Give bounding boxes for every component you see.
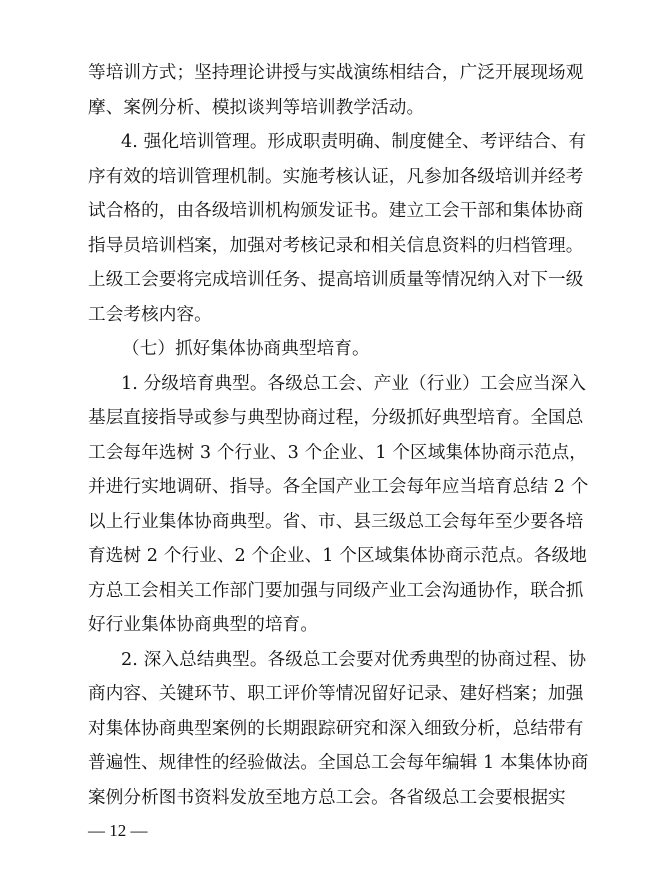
text-line: 摩、案例分析、模拟谈判等培训教学活动。 xyxy=(88,97,425,118)
paragraph-start-line: 1. 分级培育典型。各级总工会、产业（行业）工会应当深入 xyxy=(121,373,587,394)
text-line: 方总工会相关工作部门要加强与同级产业工会沟通协作，联合抓 xyxy=(88,580,584,601)
text-line: 试合格的，由各级培训机构颁发证书。建立工会干部和集体协商 xyxy=(88,201,584,221)
text-line: 对集体协商典型案例的长期跟踪研究和深入细致分析，总结带有 xyxy=(88,718,584,739)
text-line: 育选树 2 个行业、2 个企业、1 个区域集体协商示范点。各级地 xyxy=(88,546,587,566)
text-line: 商内容、关键环节、职工评价等情况留好记录、建好档案；加强 xyxy=(88,684,584,704)
document-body xyxy=(88,56,588,815)
text-line: 等培训方式；坚持理论讲授与实战演练相结合，广泛开展现场观 xyxy=(88,63,584,83)
paragraph-start-line: 4. 强化培训管理。形成职责明确、制度健全、考评结合、有 xyxy=(121,132,587,152)
page-number: — 12 — xyxy=(88,821,148,840)
text-line: 工会考核内容。 xyxy=(88,304,212,325)
section-heading: （七）抓好集体协商典型培育。 xyxy=(122,339,370,359)
text-line: 以上行业集体协商典型。省、市、县三级总工会每年至少要各培 xyxy=(88,511,584,532)
text-line: 并进行实地调研、指导。各全国产业工会每年应当培育总结 2 个 xyxy=(88,477,589,497)
text-line: 普遍性、规律性的经验做法。全国总工会每年编辑 1 本集体协商 xyxy=(88,753,589,773)
text-line: 好行业集体协商典型的培育。 xyxy=(88,615,319,635)
text-line: 案例分析图书资料发放至地方总工会。各省级总工会要根据实 xyxy=(88,787,566,808)
text-line: 序有效的培训管理机制。实施考核认证，凡参加各级培训并经考 xyxy=(88,166,584,187)
text-line: 工会每年选树 3 个行业、3 个企业、1 个区域集体协商示范点， xyxy=(88,442,587,463)
text-line: 基层直接指导或参与典型协商过程，分级抓好典型培育。全国总 xyxy=(88,408,584,428)
text-line: 指导员培训档案，加强对考核记录和相关信息资料的归档管理。 xyxy=(88,235,584,256)
text-line: 上级工会要将完成培训任务、提高培训质量等情况纳入对下一级 xyxy=(88,270,584,290)
paragraph-start-line: 2. 深入总结典型。各级总工会要对优秀典型的协商过程、协 xyxy=(121,649,587,670)
